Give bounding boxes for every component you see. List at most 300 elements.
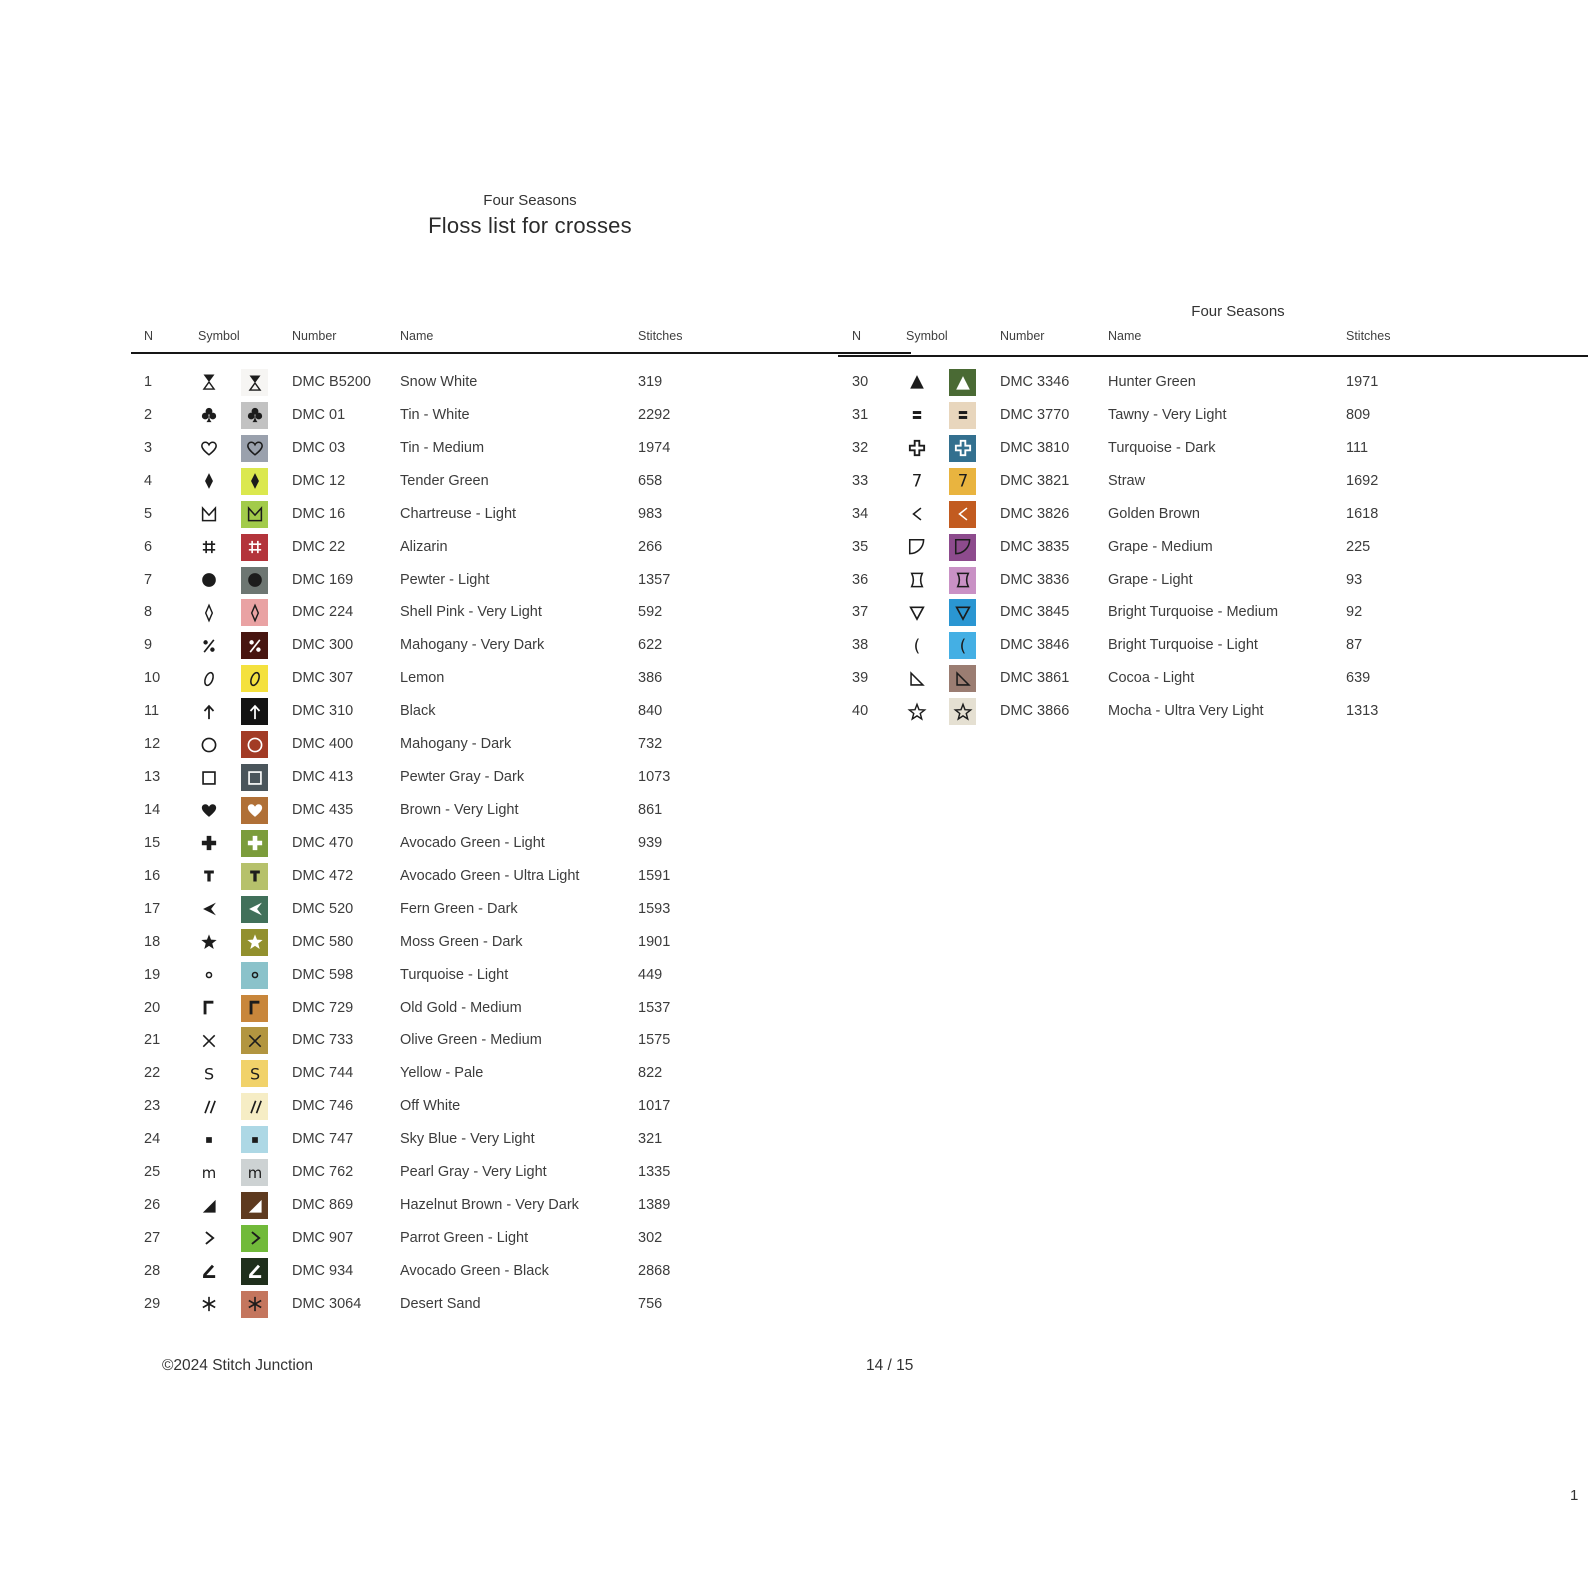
- color-swatch: [241, 764, 268, 791]
- svg-text:m: m: [247, 1163, 262, 1182]
- symbol-diamond-filled-icon: [192, 465, 226, 498]
- color-swatch: [241, 797, 268, 824]
- times-x-icon: [244, 1030, 266, 1052]
- color-swatch: [241, 1093, 268, 1120]
- floss-name-cell: Moss Green - Dark: [400, 933, 523, 950]
- stitches-cell: 840: [638, 703, 663, 720]
- symbol-hash-icon: [192, 531, 226, 564]
- letter-s-icon: [244, 1063, 266, 1085]
- table-row: [131, 794, 731, 827]
- table-row: [839, 498, 1439, 531]
- symbol-letter-t-bold-icon: [192, 860, 226, 893]
- hourglass-half-filled-icon: [198, 371, 220, 393]
- row-number-cell: 36: [852, 571, 869, 588]
- color-swatch: [241, 863, 268, 890]
- table-row: [131, 728, 731, 761]
- floss-number-cell: DMC 169: [292, 571, 354, 588]
- row-number-cell: 23: [144, 1098, 161, 1115]
- row-number-cell: 12: [144, 736, 161, 753]
- floss-name-cell: Yellow - Pale: [400, 1065, 484, 1082]
- row-number-cell: 17: [144, 900, 161, 917]
- row-number-cell: 8: [144, 604, 153, 621]
- triangle-down-outline-icon: [906, 602, 928, 624]
- quarter-pie-outline-icon: [906, 536, 928, 558]
- symbol-circle-filled-icon: [192, 564, 226, 597]
- triangle-filled-up-icon: [906, 371, 928, 393]
- color-swatch: [241, 1159, 268, 1186]
- symbol-square-small-filled-icon: [192, 1123, 226, 1156]
- arrow-up-icon: [244, 701, 266, 723]
- floss-number-cell: DMC B5200: [292, 374, 371, 390]
- color-swatch: [949, 402, 976, 429]
- club-icon: [244, 404, 266, 426]
- letter-s-icon: [198, 1063, 220, 1085]
- row-number-cell: 39: [852, 670, 869, 687]
- less-than-thin-icon: [952, 503, 974, 525]
- row-number-cell: 13: [144, 769, 161, 786]
- stitches-cell: 822: [638, 1065, 663, 1082]
- svg-text:S: S: [203, 1064, 215, 1084]
- symbol-circle-outline-icon: [192, 728, 226, 761]
- floss-number-cell: DMC 762: [292, 1164, 354, 1181]
- color-swatch: [241, 665, 268, 692]
- row-number-cell: 38: [852, 637, 869, 654]
- color-swatch: [241, 534, 268, 561]
- hash-icon: [198, 536, 220, 558]
- table-row: [131, 399, 731, 432]
- crown-outline-icon: [244, 503, 266, 525]
- asterisk-6-icon: [244, 1293, 266, 1315]
- stitches-cell: 87: [1346, 637, 1363, 654]
- color-swatch: [241, 731, 268, 758]
- color-swatch: [241, 435, 268, 462]
- right-table-label: Four Seasons: [1191, 303, 1285, 320]
- row-number-cell: 6: [144, 538, 153, 555]
- floss-name-cell: Tin - Medium: [400, 439, 485, 456]
- stitches-cell: 732: [638, 736, 663, 753]
- symbol-quarter-pie-outline-icon: [900, 531, 934, 564]
- floss-name-cell: Golden Brown: [1108, 505, 1200, 522]
- row-number-cell: 14: [144, 801, 161, 818]
- stitches-cell: 1971: [1346, 374, 1379, 390]
- floss-name-cell: Grape - Light: [1108, 571, 1193, 588]
- table-row: [131, 366, 731, 399]
- right-triangle-outline-icon: [906, 668, 928, 690]
- color-swatch: [241, 1192, 268, 1219]
- color-swatch: [241, 369, 268, 396]
- floss-number-cell: DMC 580: [292, 933, 354, 950]
- symbol-dot-outline-small-icon: [192, 959, 226, 992]
- color-swatch: [241, 1225, 268, 1252]
- color-swatch: [241, 830, 268, 857]
- arrow-up-icon: [198, 701, 220, 723]
- floss-name-cell: Black: [400, 703, 436, 720]
- floss-number-cell: DMC 3810: [1000, 439, 1070, 456]
- row-number-cell: 24: [144, 1131, 161, 1148]
- floss-name-cell: Turquoise - Light: [400, 966, 509, 983]
- symbol-paren-open-icon: [900, 629, 934, 662]
- floss-number-cell: DMC 3835: [1000, 538, 1070, 555]
- symbol-square-outline-icon: [192, 761, 226, 794]
- row-number-cell: 25: [144, 1164, 161, 1181]
- floss-number-cell: DMC 470: [292, 834, 354, 851]
- stitches-cell: 639: [1346, 670, 1371, 687]
- floss-name-cell: Mahogany - Very Dark: [400, 637, 545, 654]
- table-row: [131, 992, 731, 1025]
- floss-name-cell: Pewter Gray - Dark: [400, 769, 525, 786]
- floss-number-cell: DMC 3821: [1000, 472, 1070, 489]
- footer-page-indicator: 14 / 15: [866, 1357, 914, 1374]
- floss-number-cell: DMC 22: [292, 538, 346, 555]
- row-number-cell: 10: [144, 670, 161, 687]
- stitches-cell: 1357: [638, 571, 671, 588]
- stitches-cell: 592: [638, 604, 663, 621]
- symbol-angle-bold-icon: [192, 1255, 226, 1288]
- letter-m-icon: [244, 1162, 266, 1184]
- floss-number-cell: DMC 746: [292, 1098, 354, 1115]
- color-swatch: [241, 599, 268, 626]
- table-row: [131, 629, 731, 662]
- symbol-spool-outline-icon: [900, 564, 934, 597]
- color-swatch: [241, 698, 268, 725]
- table-row: [131, 827, 731, 860]
- row-number-cell: 27: [144, 1229, 161, 1246]
- equals-thick-icon: [906, 404, 928, 426]
- floss-name-cell: Off White: [400, 1098, 461, 1115]
- paren-open-icon: [906, 635, 928, 657]
- table-row: [131, 761, 731, 794]
- stitches-cell: 622: [638, 637, 663, 654]
- right-triangle-outline-icon: [952, 668, 974, 690]
- less-than-thin-icon: [906, 503, 928, 525]
- symbol-chevron-right-thin-icon: [192, 1222, 226, 1255]
- symbol-equals-thick-icon: [900, 399, 934, 432]
- footer-copyright: ©2024 Stitch Junction: [162, 1357, 314, 1374]
- floss-number-cell: DMC 3866: [1000, 703, 1070, 720]
- table-row: [839, 629, 1439, 662]
- symbol-corner-gamma-icon: [192, 992, 226, 1025]
- row-number-cell: 11: [144, 703, 160, 720]
- table-row: [131, 1288, 731, 1321]
- table-row: [131, 695, 731, 728]
- row-number-cell: 15: [144, 834, 161, 851]
- stitches-cell: 1313: [1346, 703, 1379, 720]
- floss-name-cell: Snow White: [400, 374, 478, 390]
- circle-filled-icon: [244, 569, 266, 591]
- symbol-plus-outline-icon: [900, 432, 934, 465]
- stitches-cell: 939: [638, 834, 663, 851]
- floss-name-cell: Mocha - Ultra Very Light: [1108, 703, 1264, 720]
- floss-number-cell: DMC 300: [292, 637, 354, 654]
- floss-name-cell: Brown - Very Light: [400, 801, 519, 818]
- table-header-left: [131, 329, 731, 345]
- symbol-star-outline-icon: [900, 695, 934, 728]
- percent-icon: [244, 635, 266, 657]
- heart-outline-icon: [244, 437, 266, 459]
- asterisk-6-icon: [198, 1293, 220, 1315]
- stitches-cell: 449: [638, 966, 663, 983]
- paren-open-icon: [952, 635, 974, 657]
- stitches-cell: 2292: [638, 406, 671, 423]
- table-row: [839, 399, 1439, 432]
- row-number-cell: 30: [852, 374, 869, 390]
- table-row: [131, 564, 731, 597]
- color-swatch: [241, 1060, 268, 1087]
- column-header-symbol: Symbol: [198, 329, 240, 343]
- chevron-right-thin-icon: [198, 1227, 220, 1249]
- row-number-cell: 26: [144, 1197, 161, 1214]
- chevron-right-thin-icon: [244, 1227, 266, 1249]
- symbol-asterisk-6-icon: [192, 1288, 226, 1321]
- stitches-cell: 319: [638, 374, 663, 390]
- heart-filled-icon: [244, 799, 266, 821]
- diamond-filled-icon: [244, 470, 266, 492]
- symbol-arrow-up-icon: [192, 695, 226, 728]
- stitches-cell: 93: [1346, 571, 1363, 588]
- floss-name-cell: Tawny - Very Light: [1108, 406, 1227, 423]
- header-rule-right: [838, 355, 1588, 357]
- symbol-hourglass-half-filled-icon: [192, 366, 226, 399]
- percent-icon: [198, 635, 220, 657]
- row-number-cell: 22: [144, 1065, 161, 1082]
- slanted-zero-icon: [244, 668, 266, 690]
- column-header-n: N: [852, 329, 862, 343]
- row-number-cell: 31: [852, 406, 869, 423]
- row-number-cell: 1: [144, 374, 153, 390]
- plus-filled-icon: [244, 832, 266, 854]
- column-header-number: Number: [292, 329, 337, 343]
- floss-number-cell: DMC 435: [292, 801, 354, 818]
- plus-outline-icon: [906, 437, 928, 459]
- crown-outline-icon: [198, 503, 220, 525]
- column-header-name: Name: [1108, 329, 1142, 343]
- floss-name-cell: Bright Turquoise - Light: [1108, 637, 1258, 654]
- stitches-cell: 658: [638, 472, 663, 489]
- lozenge-outline-icon: [198, 602, 220, 624]
- star-outline-icon: [906, 701, 928, 723]
- plus-outline-icon: [952, 437, 974, 459]
- floss-table-left: [131, 366, 731, 1321]
- floss-number-cell: DMC 01: [292, 406, 346, 423]
- row-number-cell: 7: [144, 571, 153, 588]
- double-slash-icon: [244, 1096, 266, 1118]
- floss-number-cell: DMC 472: [292, 867, 354, 884]
- row-number-cell: 2: [144, 406, 153, 423]
- floss-number-cell: DMC 520: [292, 900, 354, 917]
- table-header-right: [839, 329, 1439, 345]
- spool-outline-icon: [906, 569, 928, 591]
- row-number-cell: 35: [852, 538, 869, 555]
- row-number-cell: 5: [144, 505, 153, 522]
- floss-name-cell: Turquoise - Dark: [1108, 439, 1216, 456]
- svg-text:7: 7: [957, 471, 968, 491]
- triangle-down-outline-icon: [952, 602, 974, 624]
- triangle-filled-up-icon: [952, 372, 974, 394]
- floss-number-cell: DMC 3861: [1000, 670, 1070, 687]
- color-swatch: [949, 534, 976, 561]
- square-small-filled-icon: [198, 1129, 220, 1151]
- floss-number-cell: DMC 3346: [1000, 374, 1070, 390]
- color-swatch: [241, 501, 268, 528]
- star-filled-icon: [244, 931, 266, 953]
- floss-number-cell: DMC 744: [292, 1065, 354, 1082]
- floss-number-cell: DMC 3770: [1000, 406, 1070, 423]
- column-header-stitches: Stitches: [1346, 329, 1391, 343]
- stitches-cell: 1335: [638, 1164, 671, 1181]
- color-swatch: [949, 501, 976, 528]
- table-row: [131, 531, 731, 564]
- floss-name-cell: Fern Green - Dark: [400, 900, 518, 917]
- stitches-cell: 111: [1346, 439, 1369, 456]
- floss-name-cell: Bright Turquoise - Medium: [1108, 604, 1279, 621]
- letter-t-bold-icon: [198, 865, 220, 887]
- symbol-times-x-icon: [192, 1024, 226, 1057]
- stitches-cell: 809: [1346, 406, 1371, 423]
- symbol-star-filled-icon: [192, 926, 226, 959]
- floss-number-cell: DMC 3836: [1000, 571, 1070, 588]
- floss-number-cell: DMC 03: [292, 439, 346, 456]
- table-row: [131, 498, 731, 531]
- row-number-cell: 33: [852, 472, 869, 489]
- floss-number-cell: DMC 310: [292, 703, 354, 720]
- floss-name-cell: Avocado Green - Light: [400, 834, 545, 851]
- stitches-cell: 225: [1346, 538, 1371, 555]
- column-header-number: Number: [1000, 329, 1045, 343]
- stitches-cell: 1537: [638, 999, 671, 1016]
- floss-number-cell: DMC 598: [292, 966, 354, 983]
- floss-name-cell: Old Gold - Medium: [400, 999, 522, 1016]
- symbol-club-icon: [192, 399, 226, 432]
- square-outline-icon: [198, 767, 220, 789]
- stitches-cell: 302: [638, 1229, 663, 1246]
- table-row: [131, 893, 731, 926]
- symbol-lozenge-outline-icon: [192, 596, 226, 629]
- floss-name-cell: Desert Sand: [400, 1295, 481, 1312]
- symbol-digit-7-icon: [900, 465, 934, 498]
- slanted-zero-icon: [198, 668, 220, 690]
- column-header-name: Name: [400, 329, 434, 343]
- floss-number-cell: DMC 733: [292, 1032, 354, 1049]
- symbol-plus-filled-icon: [192, 827, 226, 860]
- floss-name-cell: Hazelnut Brown - Very Dark: [400, 1197, 579, 1214]
- symbol-right-triangle-outline-icon: [900, 662, 934, 695]
- stitches-cell: 1901: [638, 933, 671, 950]
- floss-number-cell: DMC 907: [292, 1229, 354, 1246]
- floss-number-cell: DMC 12: [292, 472, 346, 489]
- floss-name-cell: Tin - White: [400, 406, 470, 423]
- color-swatch: [949, 632, 976, 659]
- equals-thick-icon: [952, 404, 974, 426]
- table-row: [131, 1090, 731, 1123]
- floss-name-cell: Tender Green: [400, 472, 489, 489]
- double-slash-icon: [198, 1096, 220, 1118]
- table-row: [131, 1255, 731, 1288]
- color-swatch: [949, 665, 976, 692]
- floss-name-cell: Avocado Green - Black: [400, 1262, 549, 1279]
- stitches-cell: 1073: [638, 769, 671, 786]
- triangle-filled-br-icon: [198, 1195, 220, 1217]
- color-swatch: [241, 402, 268, 429]
- row-number-cell: 40: [852, 703, 869, 720]
- star-filled-icon: [198, 931, 220, 953]
- symbol-slanted-zero-icon: [192, 662, 226, 695]
- table-row: [131, 1123, 731, 1156]
- floss-name-cell: Olive Green - Medium: [400, 1032, 542, 1049]
- color-swatch: [949, 698, 976, 725]
- column-header-n: N: [144, 329, 154, 343]
- lozenge-outline-icon: [244, 602, 266, 624]
- table-row: [131, 1189, 731, 1222]
- stitches-cell: 1017: [638, 1098, 671, 1115]
- floss-number-cell: DMC 869: [292, 1197, 354, 1214]
- stitches-cell: 386: [638, 670, 663, 687]
- stitches-cell: 1575: [638, 1032, 671, 1049]
- symbol-triangle-filled-up-icon: [900, 366, 934, 399]
- stitches-cell: 861: [638, 801, 663, 818]
- row-number-cell: 3: [144, 439, 153, 456]
- floss-number-cell: DMC 413: [292, 769, 354, 786]
- circle-outline-icon: [244, 734, 266, 756]
- angle-bold-icon: [244, 1260, 266, 1282]
- stitches-cell: 756: [638, 1295, 663, 1312]
- corner-page-number: 1: [1570, 1487, 1579, 1504]
- svg-text:(: (: [959, 636, 966, 657]
- floss-number-cell: DMC 729: [292, 999, 354, 1016]
- stitches-cell: 1974: [638, 439, 671, 456]
- stitches-cell: 983: [638, 505, 663, 522]
- floss-name-cell: Grape - Medium: [1108, 538, 1213, 555]
- row-number-cell: 29: [144, 1295, 161, 1312]
- heart-outline-icon: [198, 437, 220, 459]
- stitches-cell: 1389: [638, 1197, 671, 1214]
- row-number-cell: 18: [144, 933, 161, 950]
- table-row: [131, 1156, 731, 1189]
- floss-number-cell: DMC 3845: [1000, 604, 1070, 621]
- diamond-filled-icon: [198, 470, 220, 492]
- letter-m-icon: [198, 1162, 220, 1184]
- letter-t-bold-icon: [244, 865, 266, 887]
- row-number-cell: 28: [144, 1262, 161, 1279]
- color-swatch: [241, 567, 268, 594]
- table-row: [131, 432, 731, 465]
- floss-name-cell: Hunter Green: [1108, 374, 1196, 390]
- floss-name-cell: Pewter - Light: [400, 571, 490, 588]
- floss-number-cell: DMC 3846: [1000, 637, 1070, 654]
- floss-name-cell: Shell Pink - Very Light: [400, 604, 542, 621]
- header-rule-left: [131, 352, 911, 354]
- color-swatch: [241, 468, 268, 495]
- color-swatch: [241, 632, 268, 659]
- symbol-letter-s-icon: [192, 1057, 226, 1090]
- floss-table-right: [839, 366, 1439, 728]
- club-icon: [198, 404, 220, 426]
- color-swatch: [241, 962, 268, 989]
- symbol-heart-filled-icon: [192, 794, 226, 827]
- symbol-less-than-thin-icon: [900, 498, 934, 531]
- stitches-cell: 266: [638, 538, 663, 555]
- table-row: [131, 1222, 731, 1255]
- star-outline-icon: [952, 701, 974, 723]
- table-row: [839, 564, 1439, 597]
- symbol-double-slash-icon: [192, 1090, 226, 1123]
- symbol-percent-icon: [192, 629, 226, 662]
- color-swatch: [949, 435, 976, 462]
- table-row: [839, 366, 1439, 399]
- color-swatch: [241, 896, 268, 923]
- table-row: [131, 465, 731, 498]
- row-number-cell: 16: [144, 867, 161, 884]
- hourglass-half-filled-icon: [244, 372, 266, 394]
